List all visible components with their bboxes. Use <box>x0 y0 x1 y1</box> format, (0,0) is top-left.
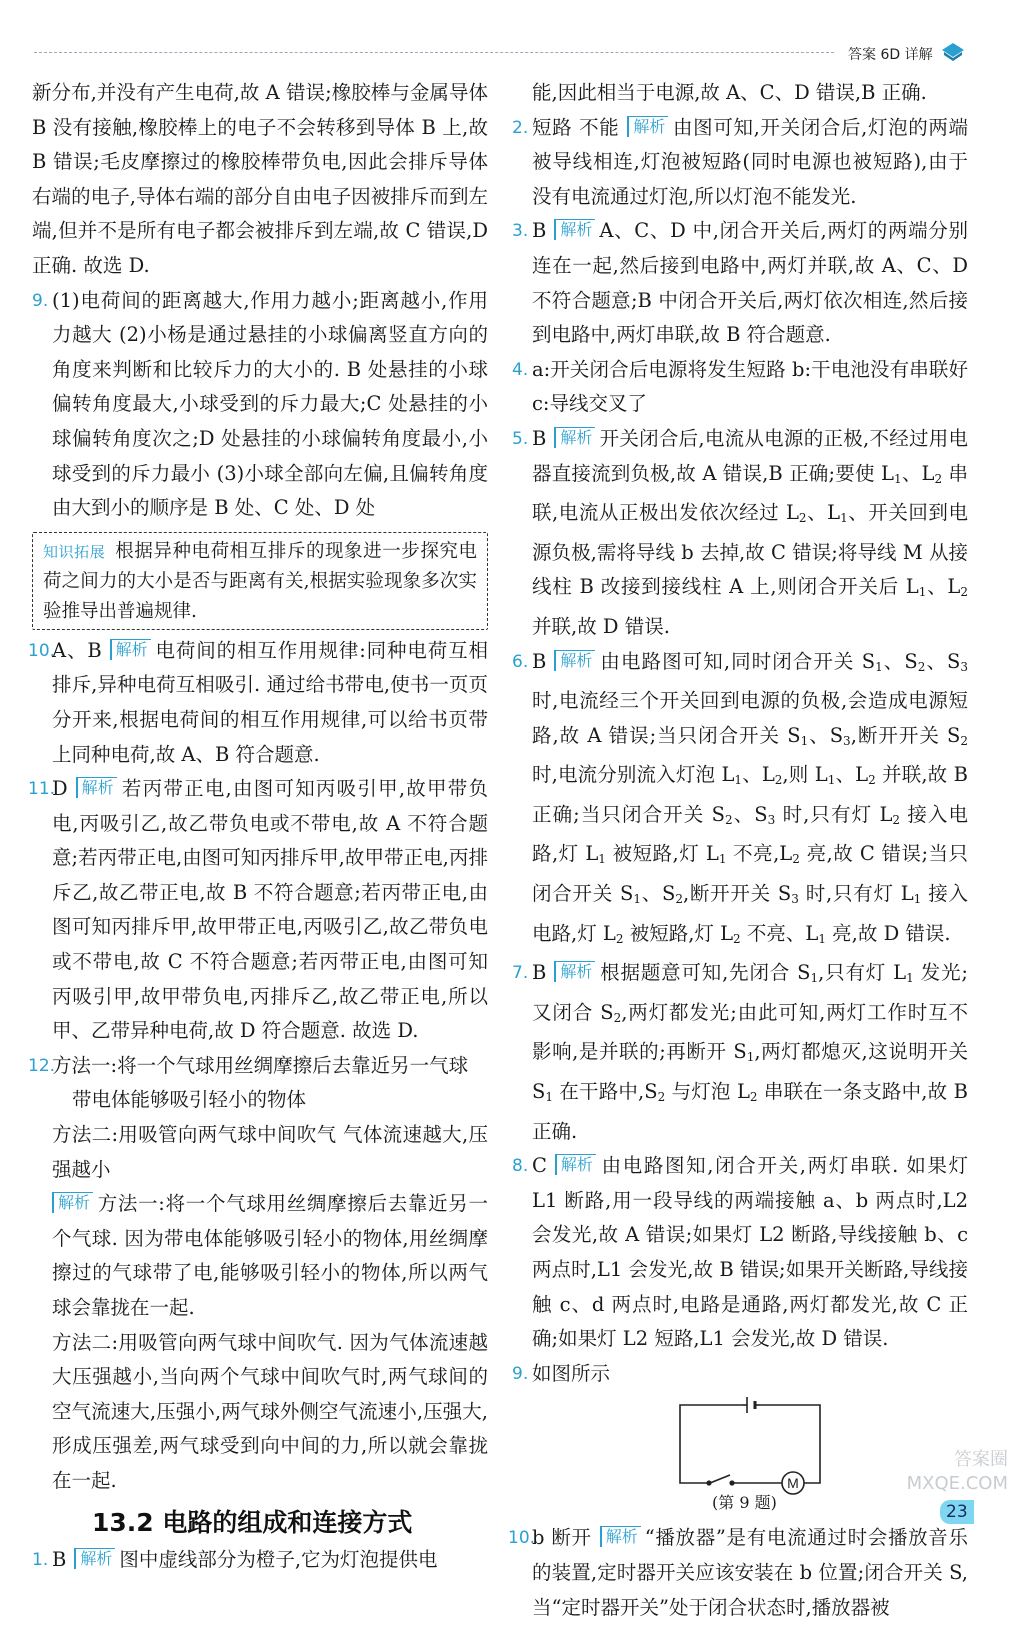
page-number: 23 <box>940 1500 974 1524</box>
method-two: 方法二:用吸管向两气球中间吹气 气体流速越大,压强越小 <box>52 1123 488 1181</box>
answer-choice: A、B <box>52 638 102 662</box>
analysis-tag: 解析 <box>555 1154 596 1175</box>
knowledge-extension-box <box>32 532 488 630</box>
figure-caption: (第 9 题) <box>712 1493 777 1513</box>
explanation-two: 方法二:用吸管向两气球中间吹气. 因为气体流速越大压强越小,当向两个气球中间吹气时,两气球间的空气流速大,压强小,两气球外侧空气流速小,压强大,形成压强差,两气球受到向中间的力,所以就会靠拢在一起. <box>52 1330 488 1492</box>
section-answer-4 <box>512 353 968 422</box>
left-column <box>28 76 488 1577</box>
knowledge-tag: 知识拓展 <box>43 542 106 561</box>
question-number: 11. <box>28 779 56 800</box>
answer-choice: B <box>532 649 547 673</box>
question-number: 10. <box>28 640 56 661</box>
question-number: 2. <box>512 117 529 138</box>
book-logo-icon <box>940 40 966 62</box>
section-title: 13.2 电路的组成和连接方式 <box>92 1507 413 1537</box>
answer-8-continued: 新分布,并没有产生电荷,故 A 错误;橡胶棒与金属导体 B 没有接触,橡胶棒上的电子不会转移到导体 B 上,故 B 错误;毛皮摩擦过的橡胶棒带负电,因此会排斥导体右端的电子,导体右端的部分自由电子因被排斥而到左端,但并不是所有电子都会被排斥到左端,故 C 错误,D 正确. 故选 D. <box>32 81 488 277</box>
switch-contact <box>707 1482 711 1486</box>
method-one: 方法一:将一个气球用丝绸摩擦后去靠近另一气球 <box>52 1053 469 1077</box>
section-answer-7 <box>512 956 968 1149</box>
section-answer-1 <box>32 1543 488 1578</box>
section-answer-9 <box>512 1357 968 1392</box>
question-number: 10. <box>508 1528 536 1549</box>
analysis-text: 图中虚线部分为橙子,它为灯泡提供电 <box>119 1547 438 1571</box>
question-number: 12. <box>28 1055 56 1076</box>
answer-1-continued: 能,因此相当于电源,故 A、C、D 错误,B 正确. <box>532 81 927 104</box>
analysis-text: 由图可知,开关闭合后,灯泡的两端被导线相连,灯泡被短路(同时电源也被短路),由于没有电流通过灯泡,所以灯泡不能发光. <box>532 115 968 208</box>
header-label: 答案 6D 详解 <box>848 47 933 63</box>
analysis-text: 电荷间的相互作用规律:同种电荷互相排斥,异种电荷互相吸引. 通过给书带电,使书一页页分开来,根据电荷间的相互作用规律,可以给书页带上同种电荷,故 A、B 符合题意. <box>52 638 488 766</box>
question-number: 9. <box>32 290 49 311</box>
answer-choice: b 断开 <box>532 1526 592 1550</box>
analysis-tag: 解析 <box>554 427 595 448</box>
analysis-tag: 解析 <box>110 639 151 660</box>
motor-label: M <box>787 1475 799 1492</box>
answer-text: (1)电荷间的距离越大,作用力越小;距离越小,作用力越大 (2)小杨是通过悬挂的小球偏离竖直方向的角度来判断和比较斥力的大小的. B 处悬挂的小球偏转角度最大,小球受到的斥力最大;C 处悬挂的小球偏转角度次之;D 处悬挂的小球偏转角度最小,小球受到的斥力最小 (3)小球全部向左偏,且偏转角度由大到小的顺序是 B 处、C 处、D 处 <box>52 288 488 520</box>
circuit-wire-right <box>760 1405 820 1483</box>
answer-choice: 短路 不能 <box>532 115 620 139</box>
answer-choice: D <box>52 777 68 801</box>
question-number: 3. <box>512 221 529 242</box>
circuit-wire-left <box>680 1405 742 1483</box>
answer-12 <box>28 1049 488 1499</box>
section-answer-2 <box>512 111 968 215</box>
section-answer-8 <box>512 1149 968 1357</box>
answer-choice: B <box>532 961 547 985</box>
answer-choice: B <box>532 219 547 243</box>
question-number: 6. <box>512 651 529 672</box>
analysis-tag: 解析 <box>627 116 668 137</box>
analysis-text: A、C、D 中,闭合开关后,两灯的两端分别连在一起,然后接到电路中,两灯并联,故 A、C、D 不符合题意;B 中闭合开关后,两灯依次相连,然后接到电路中,两灯串联,故 B 符合题意. <box>532 219 968 347</box>
answer-choice: C <box>532 1154 547 1178</box>
answer-10 <box>28 634 488 772</box>
analysis-text: “播放器”是有电流通过时会播放音乐的装置,定时器开关应该安装在 b 位置;闭合开关 S,当“定时器开关”处于闭合状态时,播放器被 <box>532 1526 968 1619</box>
analysis-text: 根据题意可知,先闭合 $S_1$,只有灯 $L_1$ 发光;又闭合 $S_2$,两灯都发光;由此可知,两灯工作时互不影响,是并联的;再断开 $S_1$,两灯都熄灭,这说明开关 $S_1$ 在干路中$,S_2$ 与灯泡 $L_2$ 串联在一条支路中,故 B 正确. <box>532 961 969 1143</box>
analysis-tag: 解析 <box>52 1192 93 1213</box>
analysis-text: 开关闭合后,电流从电源的正极,不经过用电器直接流到负极,故 A 错误,B 正确;要使 $L_1$、$L_2$ 串联,电流从正极出发依次经过 $L_2$、$L_1$、开关回到电源负极,需将导线 b 去掉,故 C 错误;将导线 M 从接线柱 B 改接到接线柱 A 上,则闭合开关后 $L_1$、$L_2$ 并联,故 D 错误. <box>532 426 969 638</box>
switch-contact <box>730 1482 734 1486</box>
analysis-tag: 解析 <box>554 650 595 671</box>
section-answer-10 <box>508 1521 968 1625</box>
analysis-tag: 解析 <box>74 1548 115 1569</box>
question-number: 5. <box>512 428 529 449</box>
answer-9 <box>32 284 488 526</box>
answer-11 <box>28 772 488 1049</box>
analysis-text: 由电路图知,闭合开关,两灯串联. 如果灯 L1 断路,用一段导线的两端接触 a、b 两点时,L2 会发光,故 A 错误;如果灯 L2 断路,导线接触 b、c 两点时,L1 会发光,故 B 错误;如果开关断路,导线接触 c、d 两点时,电路是通路,两灯都发光,故 C 正确;如果灯 L2 短路,L1 会发光,故 D 错误. <box>532 1154 968 1351</box>
answer-choice: B <box>52 1547 67 1571</box>
analysis-tag: 解析 <box>554 961 595 982</box>
right-column <box>508 76 969 1625</box>
section-answer-6 <box>512 645 968 957</box>
question-number: 1. <box>32 1549 49 1570</box>
question-number: 7. <box>512 963 529 984</box>
question-number: 4. <box>512 359 529 380</box>
analysis-text: 由电路图可知,同时闭合开关 $S_1$、$S_2$、$S_3$ 时,电流经三个开关回到电源的负极,会造成电源短路,故 A 错误;当只闭合开关 $S_1$、$S_3$,断开开关 $S_2$ 时,电流分别流入灯泡 $L_1$、$L_2$,则 $L_1$、$L_2$ 并联,故 B 正确;当只闭合开关 $S_2$、$S_3$ 时,只有灯 $L_2$ 接入电路,灯 $L_1$ 被短路,灯 $L_1$ 不亮$,L_2$ 亮,故 C 错误;当只闭合开关 $S_1$、$S_2$,断开开关 $S_3$ 时,只有灯 $L_1$ 接入电路,灯 $L_2$ 被短路,灯 $L_2$ 不亮、$L_1$ 亮,故 D 错误. <box>532 649 969 946</box>
method-one-reason: 带电体能够吸引轻小的物体 <box>72 1088 307 1112</box>
section-answer-3 <box>512 214 968 352</box>
analysis-text: 若丙带正电,由图可知丙吸引甲,故甲带负电,丙吸引乙,故乙带负电或不带电,故 A 不符合题意;若丙带正电,由图可知丙排斥甲,故甲带正电,丙排斥乙,故乙带正电,故 B 不符合题意;若丙带正电,由图可知丙排斥甲,故甲带正电,丙吸引乙,故乙带负电或不带电,故 C 不符合题意;若丙带正电,由图可知丙吸引甲,故甲带负电,丙排斥乙,故乙带正电,所以甲、乙带异种电荷,故 D 符合题意. 故选 D. <box>52 777 488 1043</box>
question-number: 9. <box>512 1363 529 1384</box>
analysis-tag: 解析 <box>76 777 117 798</box>
answer-choice: B <box>532 426 547 450</box>
answer-text: a:开关闭合后电源将发生短路 b:干电池没有串联好 c:导线交叉了 <box>532 357 968 416</box>
question-number: 8. <box>512 1156 529 1177</box>
section-answer-5 <box>512 422 968 645</box>
explanation-one: 方法一:将一个气球用丝绸摩擦后去靠近另一个气球. 因为带电体能够吸引轻小的物体,用丝绸摩擦过的气球带了电,能够吸引轻小的物体,所以两气球会靠拢在一起. <box>52 1192 488 1319</box>
circuit-diagram <box>676 1395 824 1495</box>
knowledge-text: 根据异种电荷相互排斥的现象进一步探究电荷之间力的大小是否与距离有关,根据实验现象多次实验推导出普遍规律. <box>43 540 477 622</box>
switch-blade <box>710 1475 730 1483</box>
header-rule <box>34 52 834 53</box>
watermark: 答案圈 MXQE.COM <box>906 1449 1008 1494</box>
answer-text: 如图所示 <box>532 1361 611 1385</box>
analysis-tag: 解析 <box>600 1526 641 1547</box>
analysis-tag: 解析 <box>554 219 595 240</box>
